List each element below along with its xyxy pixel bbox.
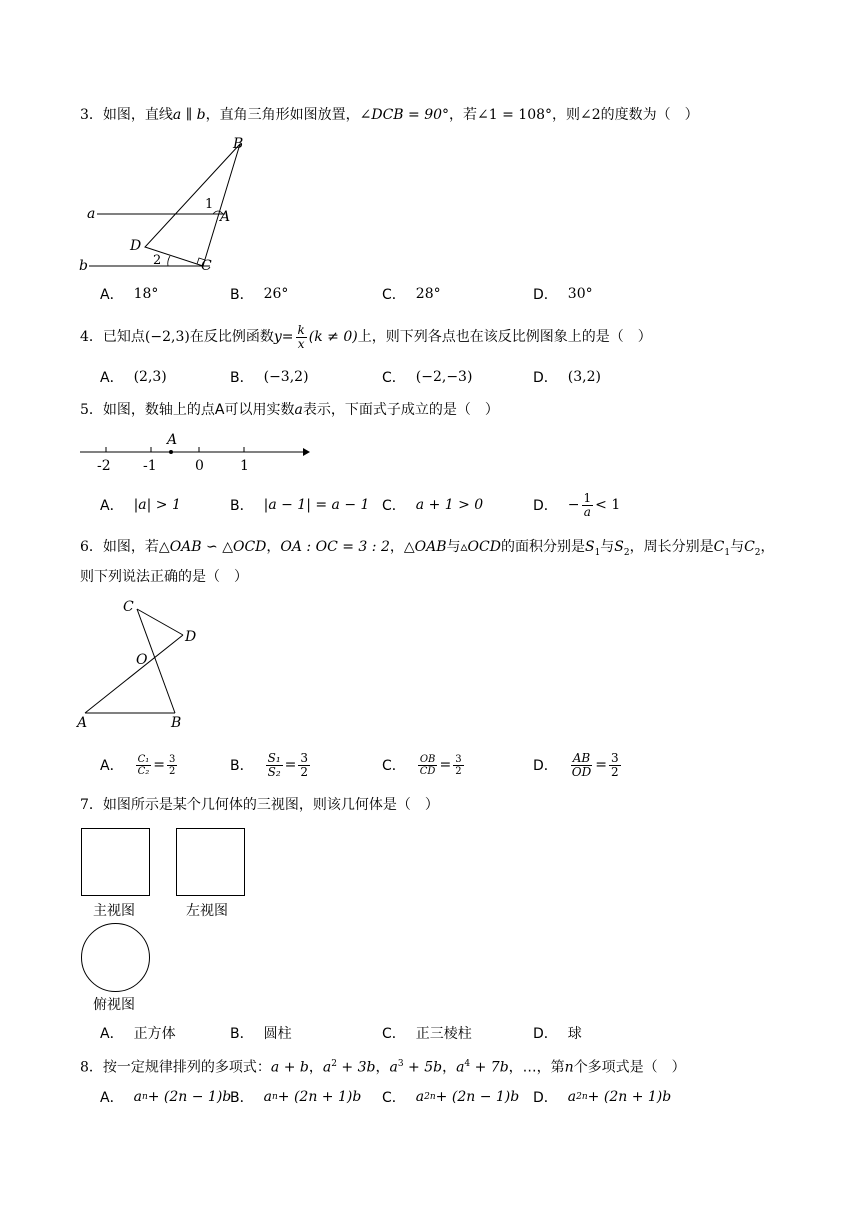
label-O: O [136,652,148,668]
option-a[interactable]: A． a n + (2n − 1)b [100,1089,232,1106]
number-line [75,428,315,476]
label-b: b [79,258,88,274]
option-a[interactable]: A． $\frac{\text{C₁}}{\text{C₂}}$ = $\frac{3}{2}$ [100,753,176,777]
option-d[interactable]: D． $\frac{AB}{OD}$ = $\frac{3}{2}$ [533,750,619,779]
option-d[interactable]: D． a 2n + (2n + 1)b [533,1089,672,1106]
option-d[interactable]: D． 30° [533,286,593,303]
option-c[interactable]: C． a 2n + (2n − 1)b [382,1089,520,1106]
label-C: C [201,258,212,274]
question-number: 3． [80,107,103,123]
front-view-label: 主视图 [93,903,135,919]
label-D: D [185,629,197,645]
option-c[interactable]: C． 28° [382,286,441,303]
question-6-stem: 6．如图，若△OAB ∽ △OCD，OA : OC = 3 : 2，△OAB与▵OCD的面积分别是$S_1$与$S_2$，周长分别是$C_1$与$C_2$， [80,539,775,558]
label-1: 1 [205,197,214,212]
front-view-square [81,828,150,896]
option-b[interactable]: B． |a − 1| = a − 1 [230,497,370,514]
angle-2-arc [168,256,170,266]
question-3-stem: 3．如图，直线a ∥ b，直角三角形如图放置，∠DCB = 90°，若∠1 = 108°，则∠2的度数为（ ） [80,107,699,123]
option-b[interactable]: B． $\frac{\text{S₁}}{\text{S₂}}$ = $\frac{3}{2}$ [230,750,309,779]
option-b[interactable]: B． 圆柱 [230,1026,292,1042]
left-view-label: 左视图 [186,903,228,919]
label-a: a [87,206,96,222]
label-B: B [171,715,182,731]
segment-da [85,635,183,713]
question-5-stem: 5．如图，数轴上的点A可以用实数a表示，下面式子成立的是（ ） [80,402,499,418]
option-d[interactable]: D． 球 [533,1026,582,1042]
tick-label: -2 [97,458,111,474]
right-triangle [145,144,240,266]
option-c[interactable]: C． a + 1 > 0 [382,497,484,514]
question-4-stem: 4． 已知点 (−2,3) 在反比例函数 y = $\frac{k}{x}$ (k ≠ 0) 上，则下列各点也在该反比例图象上的是（ ） [80,322,652,351]
question-8-stem: 8．按一定规律排列的多项式：a + b，$a^2 + 3b$，$a^3 + 5b$，$a^4 + 7b$，…，第n个多项式是（ ） [80,1059,686,1076]
label-A: A [220,209,231,225]
left-view-square [176,828,245,896]
option-b[interactable]: B． 26° [230,286,289,303]
question-4-options [100,362,720,392]
question-7-options [100,1018,720,1048]
top-view-label: 俯视图 [93,997,135,1013]
label-2: 2 [153,253,162,268]
question-6-figure [75,595,220,735]
option-b[interactable]: B． a n + (2n + 1)b [230,1089,362,1106]
question-7-stem: 7．如图所示是某个几何体的三视图，则该几何体是（ ） [80,797,439,813]
tick-label: -1 [143,458,157,474]
question-8-options [100,1082,720,1112]
question-3-options [100,279,720,309]
tick-label: 0 [195,458,204,474]
label-A: A [167,432,178,448]
option-c[interactable]: C． $\frac{OB}{CD}$ = $\frac{3}{2}$ [382,753,462,777]
label-D: D [130,238,142,254]
question-5-options [100,490,720,520]
option-b[interactable]: B． (−3,2) [230,369,309,386]
option-c[interactable]: C． 正三棱柱 [382,1026,472,1042]
label-A: A [77,715,88,731]
tick-label: 1 [240,458,249,474]
option-a[interactable]: A． (2,3) [100,369,167,386]
segment-cd [137,609,183,635]
arrow-right-icon [303,448,310,456]
fraction-k-over-x: $\frac{k}{x}$ [297,322,305,351]
label-C: C [123,599,134,615]
option-d[interactable]: D． (3,2) [533,369,601,386]
option-a[interactable]: A． |a| > 1 [100,497,181,514]
option-d[interactable]: D． − $\frac{1}{a}$ < 1 [533,490,621,519]
question-6-options [100,750,720,780]
question-3-figure [75,130,255,275]
top-view-circle [81,923,150,992]
option-a[interactable]: A． 18° [100,286,159,303]
label-B: B [233,136,244,152]
question-6-stem-line-2: 则下列说法正确的是（ ） [80,569,248,585]
option-c[interactable]: C． (−2,−3) [382,369,473,386]
point-a-dot [169,450,173,454]
option-a[interactable]: A． 正方体 [100,1026,176,1042]
